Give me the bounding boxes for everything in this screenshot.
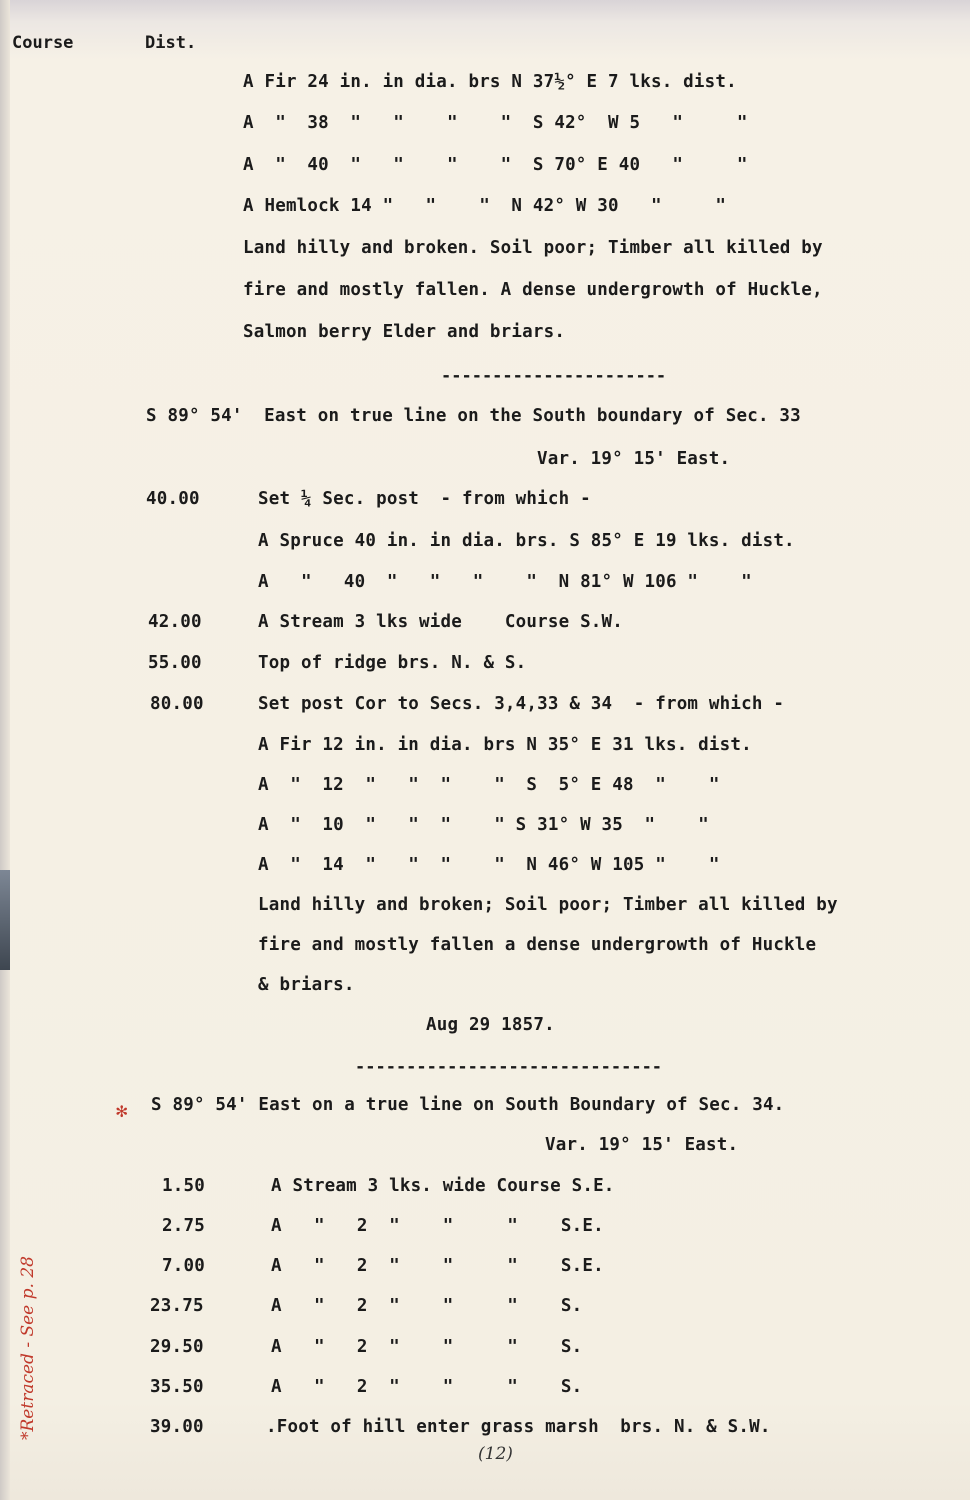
- note-line: Salmon berry Elder and briars.: [243, 322, 566, 342]
- note-line: A " 40 " " " " S 70° E 40 " ": [243, 155, 748, 175]
- note-line: 1.50: [162, 1176, 205, 1196]
- note-line: 2.75: [162, 1216, 205, 1236]
- note-line: 80.00: [150, 694, 204, 714]
- note-line: A " 14 " " " " N 46° W 105 " ": [258, 855, 720, 875]
- note-line: 29.50: [150, 1337, 204, 1357]
- note-line: Var. 19° 15' East.: [537, 449, 731, 469]
- note-line: Land hilly and broken; Soil poor; Timber all killed by: [258, 895, 838, 915]
- note-line: A Stream 3 lks wide Course S.W.: [258, 612, 624, 632]
- note-line: fire and mostly fallen. A dense undergrowth of Huckle,: [243, 280, 823, 300]
- note-line: Land hilly and broken. Soil poor; Timber all killed by: [243, 238, 823, 258]
- note-line: & briars.: [258, 975, 355, 995]
- note-line: 35.50: [150, 1377, 204, 1397]
- note-line: A Hemlock 14 " " " N 42° W 30 " ": [243, 196, 727, 216]
- dashed-divider: ------------------------------: [355, 1057, 663, 1077]
- header-course: Course: [12, 33, 74, 53]
- note-line: Set ¼ Sec. post - from which -: [258, 489, 591, 509]
- note-line: Aug 29 1857.: [426, 1015, 555, 1035]
- page-number: (12): [478, 1444, 513, 1464]
- note-line: A " 38 " " " " S 42° W 5 " ": [243, 113, 748, 133]
- red-star-mark: ✻: [116, 1100, 128, 1122]
- note-line: Top of ridge brs. N. & S.: [258, 653, 527, 673]
- binding-edge: [0, 0, 10, 1500]
- note-line: A " 2 " " " S.: [271, 1377, 583, 1397]
- note-line: A " 2 " " " S.E.: [271, 1256, 604, 1276]
- note-line: 55.00: [148, 653, 202, 673]
- note-line: 23.75: [150, 1296, 204, 1316]
- note-line: Var. 19° 15' East.: [545, 1135, 739, 1155]
- note-line: 40.00: [146, 489, 200, 509]
- note-line: 7.00: [162, 1256, 205, 1276]
- note-line: .Foot of hill enter grass marsh brs. N. & S.W.: [266, 1417, 771, 1437]
- note-line: fire and mostly fallen a dense undergrowth of Huckle: [258, 935, 817, 955]
- note-line: A " 2 " " " S.E.: [271, 1216, 604, 1236]
- note-line: A " 2 " " " S.: [271, 1337, 583, 1357]
- note-line: A " 12 " " " " S 5° E 48 " ": [258, 775, 720, 795]
- note-line: Set post Cor to Secs. 3,4,33 & 34 - from which -: [258, 694, 785, 714]
- dashed-divider: ----------------------: [441, 366, 667, 386]
- scan-shadow: [0, 870, 10, 970]
- header-dist: Dist.: [145, 33, 197, 53]
- note-line: A " 2 " " " S.: [271, 1296, 583, 1316]
- note-line: A Stream 3 lks. wide Course S.E.: [271, 1176, 615, 1196]
- note-line: A " 10 " " " " S 31° W 35 " ": [258, 815, 709, 835]
- note-line: A " 40 " " " " N 81° W 106 " ": [258, 572, 752, 592]
- note-line: A Spruce 40 in. in dia. brs. S 85° E 19 lks. dist.: [258, 531, 795, 551]
- marginal-note: *Retraced - See p. 28: [18, 1256, 38, 1440]
- note-line: S 89° 54' East on true line on the South boundary of Sec. 33: [146, 406, 801, 426]
- note-line: 42.00: [148, 612, 202, 632]
- note-line: A Fir 12 in. in dia. brs N 35° E 31 lks. dist.: [258, 735, 752, 755]
- note-line: 39.00: [150, 1417, 204, 1437]
- note-line: A Fir 24 in. in dia. brs N 37½° E 7 lks. dist.: [243, 72, 737, 92]
- note-line: S 89° 54' East on a true line on South Boundary of Sec. 34.: [151, 1095, 785, 1115]
